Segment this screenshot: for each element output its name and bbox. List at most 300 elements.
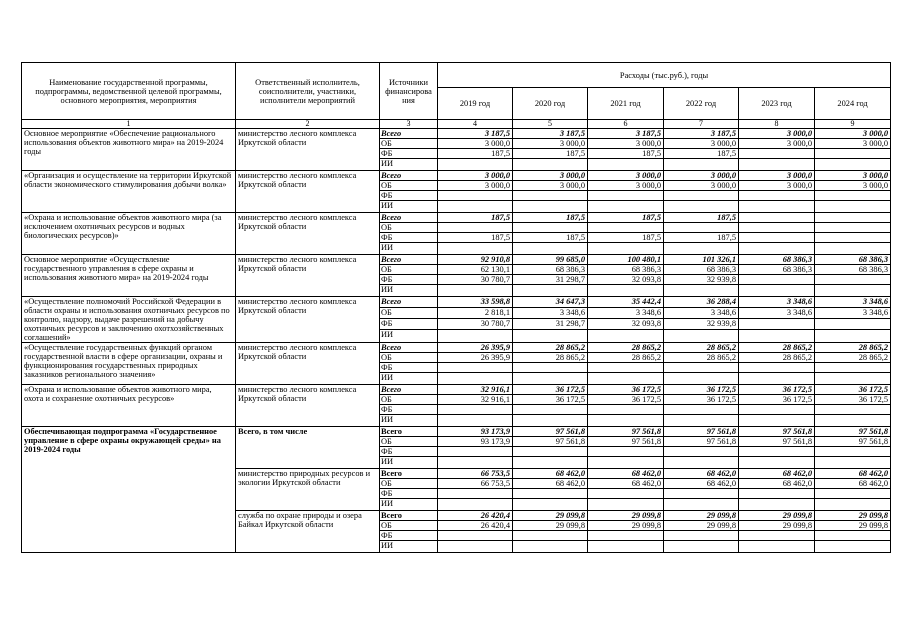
measure-name: Основное мероприятие «Обеспечение рационального использования объектов животного мира» на 2019-2024 годы — [22, 129, 236, 171]
expense-value — [438, 415, 513, 427]
executor-name: Всего, в том числе — [236, 427, 380, 469]
expense-value — [739, 213, 815, 223]
expense-value: 3 000,0 — [438, 171, 513, 181]
funding-source: ФБ — [380, 531, 438, 541]
expense-value: 28 865,2 — [513, 343, 588, 353]
table-row — [22, 171, 891, 181]
expense-value — [664, 285, 739, 297]
expense-value: 32 093,8 — [588, 275, 664, 285]
expense-value — [588, 363, 664, 373]
expense-value — [815, 233, 891, 243]
executor-name: министерство лесного комплекса Иркутской области — [236, 343, 380, 385]
table-row — [22, 213, 891, 223]
expense-value — [815, 531, 891, 541]
measure-name: «Организация и осуществление на территории Иркутской области экономического стимулирования добычи волка» — [22, 171, 236, 213]
expense-value: 29 099,8 — [588, 521, 664, 531]
expense-value: 3 187,5 — [588, 129, 664, 139]
expense-value: 35 442,4 — [588, 297, 664, 308]
expense-value — [664, 363, 739, 373]
expense-value: 26 395,9 — [438, 353, 513, 363]
funding-source: ФБ — [380, 275, 438, 285]
expense-value: 3 000,0 — [588, 171, 664, 181]
expense-value — [438, 447, 513, 457]
executor-name: министерство природных ресурсов и экологии Иркутской области — [236, 469, 380, 511]
expense-value: 101 326,1 — [664, 255, 739, 265]
expense-value: 68 462,0 — [513, 479, 588, 489]
expense-value — [739, 223, 815, 233]
expense-value: 32 916,1 — [438, 385, 513, 395]
measure-name: «Охрана и использование объектов животного мира, охота и сохранение охотничьих ресурсов» — [22, 385, 236, 427]
funding-source: ИИ — [380, 415, 438, 427]
funding-source: Всего — [380, 171, 438, 181]
expense-value — [664, 415, 739, 427]
expense-value — [513, 405, 588, 415]
expense-value — [438, 541, 513, 553]
expense-value: 97 561,8 — [739, 437, 815, 447]
funding-source: ОБ — [380, 307, 438, 318]
expense-value — [588, 457, 664, 469]
expense-value: 3 000,0 — [739, 129, 815, 139]
table-row — [22, 255, 891, 265]
expense-value — [815, 447, 891, 457]
expense-value — [513, 457, 588, 469]
expense-value — [739, 275, 815, 285]
expense-value: 187,5 — [513, 149, 588, 159]
expense-value: 62 130,1 — [438, 265, 513, 275]
expense-value: 187,5 — [513, 213, 588, 223]
funding-source: ОБ — [380, 181, 438, 191]
funding-source: Всего — [380, 297, 438, 308]
expense-value: 3 000,0 — [815, 181, 891, 191]
expense-value: 66 753,5 — [438, 479, 513, 489]
expense-value: 68 386,3 — [588, 265, 664, 275]
expense-value: 3 348,6 — [664, 307, 739, 318]
expense-value — [739, 457, 815, 469]
expense-value: 2 818,1 — [438, 307, 513, 318]
funding-source: ОБ — [380, 139, 438, 149]
funding-source: Всего — [380, 511, 438, 521]
expense-value — [438, 373, 513, 385]
expense-value — [438, 405, 513, 415]
expense-value — [739, 363, 815, 373]
funding-source: ИИ — [380, 159, 438, 171]
expense-value — [664, 541, 739, 553]
funding-source: ИИ — [380, 243, 438, 255]
table-body — [22, 129, 891, 553]
funding-source: ФБ — [380, 318, 438, 329]
funding-source: Всего — [380, 427, 438, 437]
measure-name: «Осуществление государственных функций органом государственной власти в сфере организации, охраны и функционирования государственных природных заказников регионального значения» — [22, 343, 236, 385]
expense-value — [588, 373, 664, 385]
expense-value — [739, 233, 815, 243]
expense-value — [513, 415, 588, 427]
funding-source: ОБ — [380, 223, 438, 233]
expense-value: 36 172,5 — [739, 395, 815, 405]
expense-value — [739, 318, 815, 329]
expense-value: 3 000,0 — [739, 139, 815, 149]
expense-value — [815, 243, 891, 255]
expense-value — [513, 223, 588, 233]
expense-value — [513, 363, 588, 373]
expense-value — [815, 405, 891, 415]
expense-value: 100 480,1 — [588, 255, 664, 265]
expense-value — [513, 373, 588, 385]
expense-value — [664, 243, 739, 255]
expense-value — [588, 201, 664, 213]
expense-value: 32 939,8 — [664, 275, 739, 285]
subprogram-name: Обеспечивающая подпрограмма «Государственное управление в сфере охраны окружающей среды» на 2019-2024 годы — [22, 427, 236, 553]
expense-value: 34 647,3 — [513, 297, 588, 308]
header-source: Источники финансирова ния — [380, 63, 438, 120]
expense-value: 92 910,8 — [438, 255, 513, 265]
expense-value: 28 865,2 — [815, 343, 891, 353]
expense-value: 3 000,0 — [739, 171, 815, 181]
expense-value — [815, 457, 891, 469]
expense-value: 36 172,5 — [588, 385, 664, 395]
expense-value — [438, 201, 513, 213]
expense-value: 3 000,0 — [513, 139, 588, 149]
expense-value — [513, 541, 588, 553]
expense-value: 36 172,5 — [664, 385, 739, 395]
expense-value — [588, 415, 664, 427]
expense-value: 68 386,3 — [739, 265, 815, 275]
expense-value — [815, 159, 891, 171]
expense-value — [588, 447, 664, 457]
header-expenses: Расходы (тыс.руб.), годы — [438, 63, 891, 88]
expense-value: 29 099,8 — [815, 511, 891, 521]
column-number: 4 — [438, 120, 513, 129]
expense-value — [438, 531, 513, 541]
header-year: 2024 год — [815, 88, 891, 120]
expense-value — [815, 191, 891, 201]
expense-value: 30 780,7 — [438, 275, 513, 285]
expense-value — [438, 457, 513, 469]
expense-value: 187,5 — [438, 233, 513, 243]
expense-value: 36 172,5 — [815, 395, 891, 405]
expense-value — [815, 415, 891, 427]
expense-value — [438, 223, 513, 233]
expense-value: 3 187,5 — [664, 129, 739, 139]
column-number: 2 — [236, 120, 380, 129]
expense-value: 68 386,3 — [739, 255, 815, 265]
expense-value — [438, 499, 513, 511]
expense-value — [588, 285, 664, 297]
expense-value: 36 172,5 — [513, 385, 588, 395]
header-year: 2021 год — [588, 88, 664, 120]
expense-value — [513, 243, 588, 255]
expense-value: 36 288,4 — [664, 297, 739, 308]
header-year: 2022 год — [664, 88, 739, 120]
expense-value: 187,5 — [664, 213, 739, 223]
expense-value — [739, 489, 815, 499]
expense-value: 97 561,8 — [588, 427, 664, 437]
column-number: 6 — [588, 120, 664, 129]
header-year: 2020 год — [513, 88, 588, 120]
expense-value: 93 173,9 — [438, 437, 513, 447]
expense-value: 97 561,8 — [664, 427, 739, 437]
expense-value: 31 298,7 — [513, 275, 588, 285]
expense-value — [739, 191, 815, 201]
expense-value — [513, 285, 588, 297]
column-number: 8 — [739, 120, 815, 129]
expense-value — [739, 447, 815, 457]
expense-value — [664, 457, 739, 469]
expense-value: 28 865,2 — [664, 343, 739, 353]
executor-name: служба по охране природы и озера Байкал Иркутской области — [236, 511, 380, 553]
expense-value — [815, 213, 891, 223]
expense-value: 3 000,0 — [664, 181, 739, 191]
funding-source: ОБ — [380, 479, 438, 489]
expense-value — [588, 489, 664, 499]
funding-source: Всего — [380, 255, 438, 265]
header-executor: Ответственный исполнитель, соисполнители, участники, исполнители мероприятий — [236, 63, 380, 120]
expense-value: 28 865,2 — [588, 343, 664, 353]
expense-value — [739, 531, 815, 541]
expense-value: 68 462,0 — [588, 479, 664, 489]
expense-value — [815, 489, 891, 499]
funding-source: ФБ — [380, 233, 438, 243]
expense-value — [739, 149, 815, 159]
expense-value: 68 462,0 — [815, 469, 891, 479]
expense-value — [588, 405, 664, 415]
measure-name: «Осуществление полномочий Российской Федерации в области охраны и использования охотничьих ресурсов по контролю, надзору, выдаче разрешений на добычу охотничьих ресурсов и заключению охотхозяйственных соглашений» — [22, 297, 236, 343]
funding-source: ОБ — [380, 437, 438, 447]
expense-value — [664, 201, 739, 213]
funding-source: ФБ — [380, 447, 438, 457]
header-year: 2019 год — [438, 88, 513, 120]
budget-table — [21, 62, 891, 553]
expense-value: 187,5 — [664, 233, 739, 243]
table-row — [22, 343, 891, 353]
expense-value — [513, 201, 588, 213]
funding-source: ФБ — [380, 149, 438, 159]
column-number: 3 — [380, 120, 438, 129]
expense-value — [815, 149, 891, 159]
expense-value — [739, 405, 815, 415]
expense-value — [664, 191, 739, 201]
expense-value — [815, 373, 891, 385]
expense-value — [739, 159, 815, 171]
expense-value: 29 099,8 — [815, 521, 891, 531]
expense-value: 29 099,8 — [513, 511, 588, 521]
expense-value: 36 172,5 — [815, 385, 891, 395]
expense-value: 97 561,8 — [664, 437, 739, 447]
expense-value: 36 172,5 — [588, 395, 664, 405]
expense-value — [588, 223, 664, 233]
expense-value: 3 348,6 — [815, 307, 891, 318]
expense-value: 36 172,5 — [664, 395, 739, 405]
expense-value: 97 561,8 — [815, 437, 891, 447]
expense-value — [588, 531, 664, 541]
executor-name: министерство лесного комплекса Иркутской области — [236, 255, 380, 297]
expense-value: 97 561,8 — [588, 437, 664, 447]
executor-name: министерство лесного комплекса Иркутской области — [236, 171, 380, 213]
expense-value: 28 865,2 — [739, 353, 815, 363]
expense-value: 28 865,2 — [664, 353, 739, 363]
header-name: Наименование государственной программы, подпрограммы, ведомственной целевой программы, основного мероприятия, мероприятия — [22, 63, 236, 120]
expense-value: 66 753,5 — [438, 469, 513, 479]
expense-value — [815, 363, 891, 373]
expense-value — [513, 499, 588, 511]
expense-value: 3 000,0 — [664, 139, 739, 149]
funding-source: ИИ — [380, 499, 438, 511]
expense-value: 3 000,0 — [588, 139, 664, 149]
funding-source: ОБ — [380, 395, 438, 405]
expense-value — [739, 243, 815, 255]
funding-source: ОБ — [380, 521, 438, 531]
expense-value: 3 348,6 — [815, 297, 891, 308]
expense-value: 97 561,8 — [513, 427, 588, 437]
expense-value — [513, 531, 588, 541]
expense-value: 3 348,6 — [739, 307, 815, 318]
expense-value — [664, 373, 739, 385]
expense-value: 3 000,0 — [438, 139, 513, 149]
expense-value — [739, 201, 815, 213]
expense-value: 97 561,8 — [513, 437, 588, 447]
expense-value: 187,5 — [588, 233, 664, 243]
expense-value — [739, 285, 815, 297]
column-number: 7 — [664, 120, 739, 129]
expense-value — [588, 499, 664, 511]
executor-name: министерство лесного комплекса Иркутской области — [236, 129, 380, 171]
expense-value: 68 462,0 — [588, 469, 664, 479]
expense-value: 3 187,5 — [438, 129, 513, 139]
expense-value: 28 865,2 — [588, 353, 664, 363]
expense-value — [664, 159, 739, 171]
expense-value: 68 386,3 — [815, 255, 891, 265]
expense-value: 68 386,3 — [815, 265, 891, 275]
expense-value — [438, 285, 513, 297]
expense-value — [513, 489, 588, 499]
expense-value — [438, 329, 513, 342]
funding-source: ИИ — [380, 329, 438, 342]
funding-source: Всего — [380, 469, 438, 479]
expense-value: 32 093,8 — [588, 318, 664, 329]
expense-value — [664, 499, 739, 511]
expense-value: 3 348,6 — [513, 307, 588, 318]
expense-value: 68 462,0 — [664, 469, 739, 479]
expense-value: 26 395,9 — [438, 343, 513, 353]
executor-name: министерство лесного комплекса Иркутской области — [236, 385, 380, 427]
expense-value: 68 462,0 — [513, 469, 588, 479]
expense-value: 68 462,0 — [664, 479, 739, 489]
funding-source: ФБ — [380, 191, 438, 201]
expense-value — [815, 541, 891, 553]
table-row — [22, 297, 891, 308]
expense-value: 187,5 — [513, 233, 588, 243]
funding-source: ИИ — [380, 541, 438, 553]
expense-value — [438, 159, 513, 171]
expense-value — [739, 541, 815, 553]
column-number: 1 — [22, 120, 236, 129]
expense-value: 36 172,5 — [513, 395, 588, 405]
expense-value — [815, 499, 891, 511]
expense-value — [513, 191, 588, 201]
expense-value: 36 172,5 — [739, 385, 815, 395]
expense-value: 26 420,4 — [438, 511, 513, 521]
expense-value: 68 462,0 — [739, 479, 815, 489]
expense-value: 3 000,0 — [438, 181, 513, 191]
expense-value — [739, 329, 815, 342]
measure-name: «Охрана и использование объектов животного мира (за исключением охотничьих ресурсов и водных биологических ресурсов)» — [22, 213, 236, 255]
executor-name: министерство лесного комплекса Иркутской области — [236, 213, 380, 255]
expense-value: 187,5 — [438, 213, 513, 223]
expense-value — [739, 415, 815, 427]
expense-value — [588, 329, 664, 342]
funding-source: ФБ — [380, 405, 438, 415]
expense-value: 29 099,8 — [739, 511, 815, 521]
table-header — [22, 63, 891, 129]
expense-value — [664, 405, 739, 415]
expense-value: 3 000,0 — [815, 139, 891, 149]
expense-value: 3 000,0 — [739, 181, 815, 191]
expense-value: 3 187,5 — [513, 129, 588, 139]
funding-source: ОБ — [380, 353, 438, 363]
expense-value: 3 000,0 — [815, 171, 891, 181]
expense-value: 3 000,0 — [513, 181, 588, 191]
header-year: 2023 год — [739, 88, 815, 120]
expense-value: 3 000,0 — [588, 181, 664, 191]
expense-value: 3 000,0 — [664, 171, 739, 181]
expense-value: 28 865,2 — [815, 353, 891, 363]
budget-table-sheet — [21, 62, 890, 553]
expense-value — [664, 223, 739, 233]
expense-value: 29 099,8 — [739, 521, 815, 531]
expense-value: 187,5 — [438, 149, 513, 159]
expense-value: 68 462,0 — [815, 479, 891, 489]
expense-value — [815, 329, 891, 342]
funding-source: ОБ — [380, 265, 438, 275]
expense-value: 68 462,0 — [739, 469, 815, 479]
column-number: 9 — [815, 120, 891, 129]
table-row — [22, 427, 891, 437]
expense-value — [588, 159, 664, 171]
expense-value: 187,5 — [588, 213, 664, 223]
expense-value — [513, 329, 588, 342]
expense-value — [815, 201, 891, 213]
expense-value: 28 865,2 — [513, 353, 588, 363]
expense-value: 3 348,6 — [588, 307, 664, 318]
expense-value: 29 099,8 — [513, 521, 588, 531]
expense-value: 187,5 — [664, 149, 739, 159]
expense-value: 93 173,9 — [438, 427, 513, 437]
expense-value: 97 561,8 — [739, 427, 815, 437]
expense-value — [664, 447, 739, 457]
funding-source: Всего — [380, 213, 438, 223]
column-number: 5 — [513, 120, 588, 129]
expense-value — [739, 499, 815, 511]
expense-value: 33 598,8 — [438, 297, 513, 308]
funding-source: Всего — [380, 343, 438, 353]
expense-value — [739, 373, 815, 385]
expense-value: 97 561,8 — [815, 427, 891, 437]
expense-value: 187,5 — [588, 149, 664, 159]
funding-source: ИИ — [380, 201, 438, 213]
funding-source: ИИ — [380, 285, 438, 297]
expense-value: 3 000,0 — [815, 129, 891, 139]
funding-source: ИИ — [380, 373, 438, 385]
expense-value — [513, 159, 588, 171]
expense-value — [588, 541, 664, 553]
table-row — [22, 129, 891, 139]
expense-value: 32 939,8 — [664, 318, 739, 329]
expense-value — [815, 285, 891, 297]
expense-value: 26 420,4 — [438, 521, 513, 531]
expense-value — [664, 329, 739, 342]
expense-value: 32 916,1 — [438, 395, 513, 405]
expense-value — [815, 275, 891, 285]
expense-value — [438, 363, 513, 373]
